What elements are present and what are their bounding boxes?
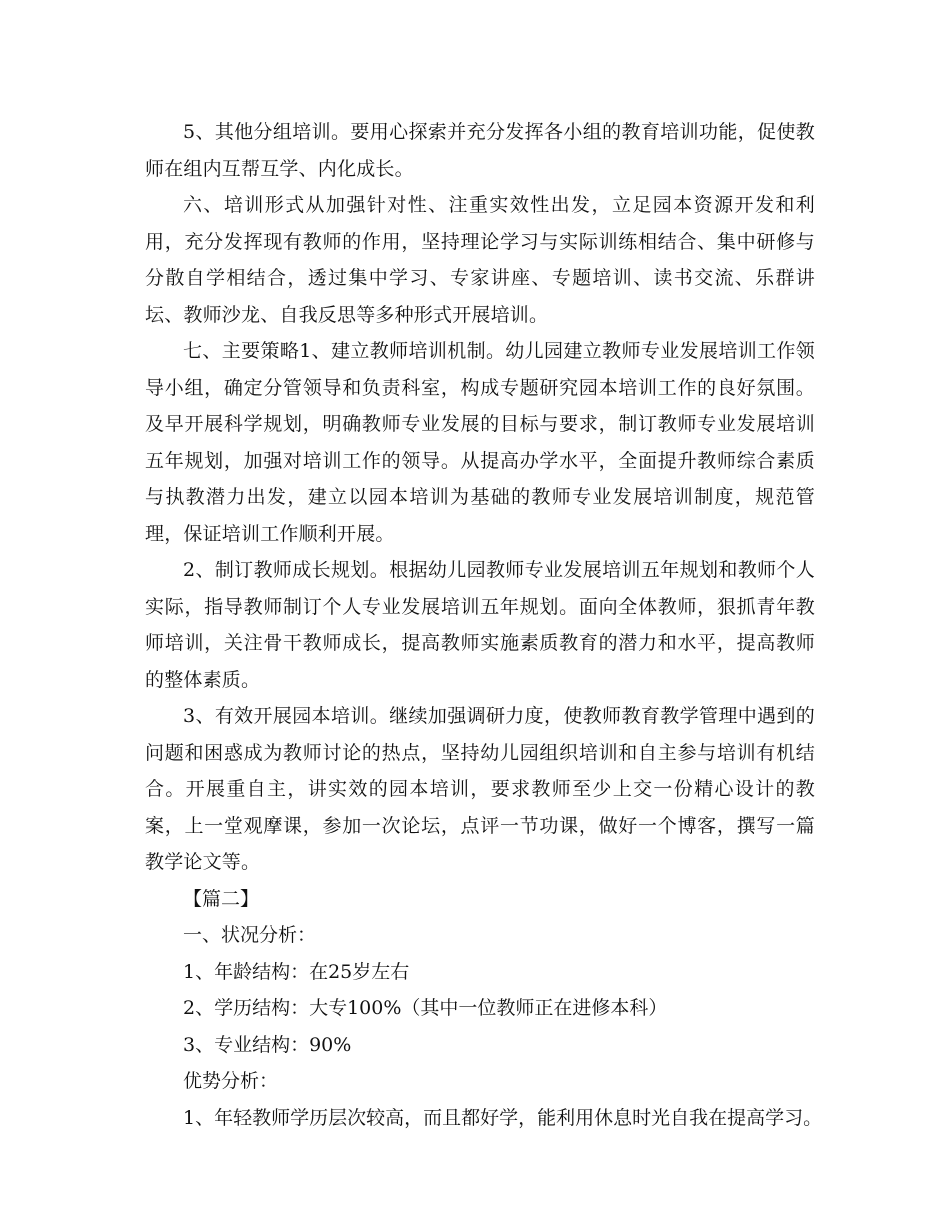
heading-advantage-analysis: 优势分析： (183, 1070, 279, 1092)
list-item-education-structure: 2、学历结构：大专100%（其中一位教师正在进修本科） (183, 997, 668, 1019)
paragraph-school-based-training: 3、有效开展园本培训。继续加强调研力度，使教师教育教学管理中遇到的问题和困惑成为教师讨论的热点，坚持幼儿园组织培训和自主参与培训有机结合。开展重自主，讲实效的园本培训，要求教师至少上交一份精心设计的教案，上一堂观摩课，参加一次论坛，点评一节功课，做好一个博客，撰写一篇教学论文等。 (145, 705, 815, 873)
paragraph-growth-plan: 2、制订教师成长规划。根据幼儿园教师专业发展培训五年规划和教师个人实际，指导教师制订个人专业发展培训五年规划。面向全体教师，狠抓青年教师培训，关注骨干教师成长，提高教师实施素质教育的潜力和水平，提高教师的整体素质。 (145, 559, 815, 691)
paragraph-group-training: 5、其他分组培训。要用心探索并充分发挥各小组的教育培训功能，促使教师在组内互帮互学、内化成长。 (145, 121, 815, 180)
list-item-young-teachers: 1、年轻教师学历层次较高，而且都好学，能利用休息时光自我在提高学习。 (183, 1106, 823, 1129)
document-page (145, 114, 823, 1136)
list-item-age-structure: 1、年龄结构：在25岁左右 (183, 960, 410, 983)
list-item-major-structure: 3、专业结构：90% (183, 1033, 352, 1056)
section-heading-part-two: 【篇二】 (183, 887, 260, 910)
paragraph-training-forms: 六、培训形式从加强针对性、注重实效性出发，立足园本资源开发和利用，充分发挥现有教师的作用，坚持理论学习与实际训练相结合、集中研修与分散自学相结合，透过集中学习、专家讲座、专题培训、读书交流、乐群讲坛、教师沙龙、自我反思等多种形式开展培训。 (145, 194, 815, 326)
paragraph-main-strategies: 七、主要策略1、建立教师培训机制。幼儿园建立教师专业发展培训工作领导小组，确定分管领导和负责科室，构成专题研究园本培训工作的良好氛围。及早开展科学规划，明确教师专业发展的目标与要求，制订教师专业发展培训五年规划，加强对培训工作的领导。从提高办学水平，全面提升教师综合素质与执教潜力出发，建立以园本培训为基础的教师专业发展培训制度，规范管理，保证培训工作顺利开展。 (145, 340, 815, 545)
heading-situation-analysis: 一、状况分析： (183, 924, 317, 946)
